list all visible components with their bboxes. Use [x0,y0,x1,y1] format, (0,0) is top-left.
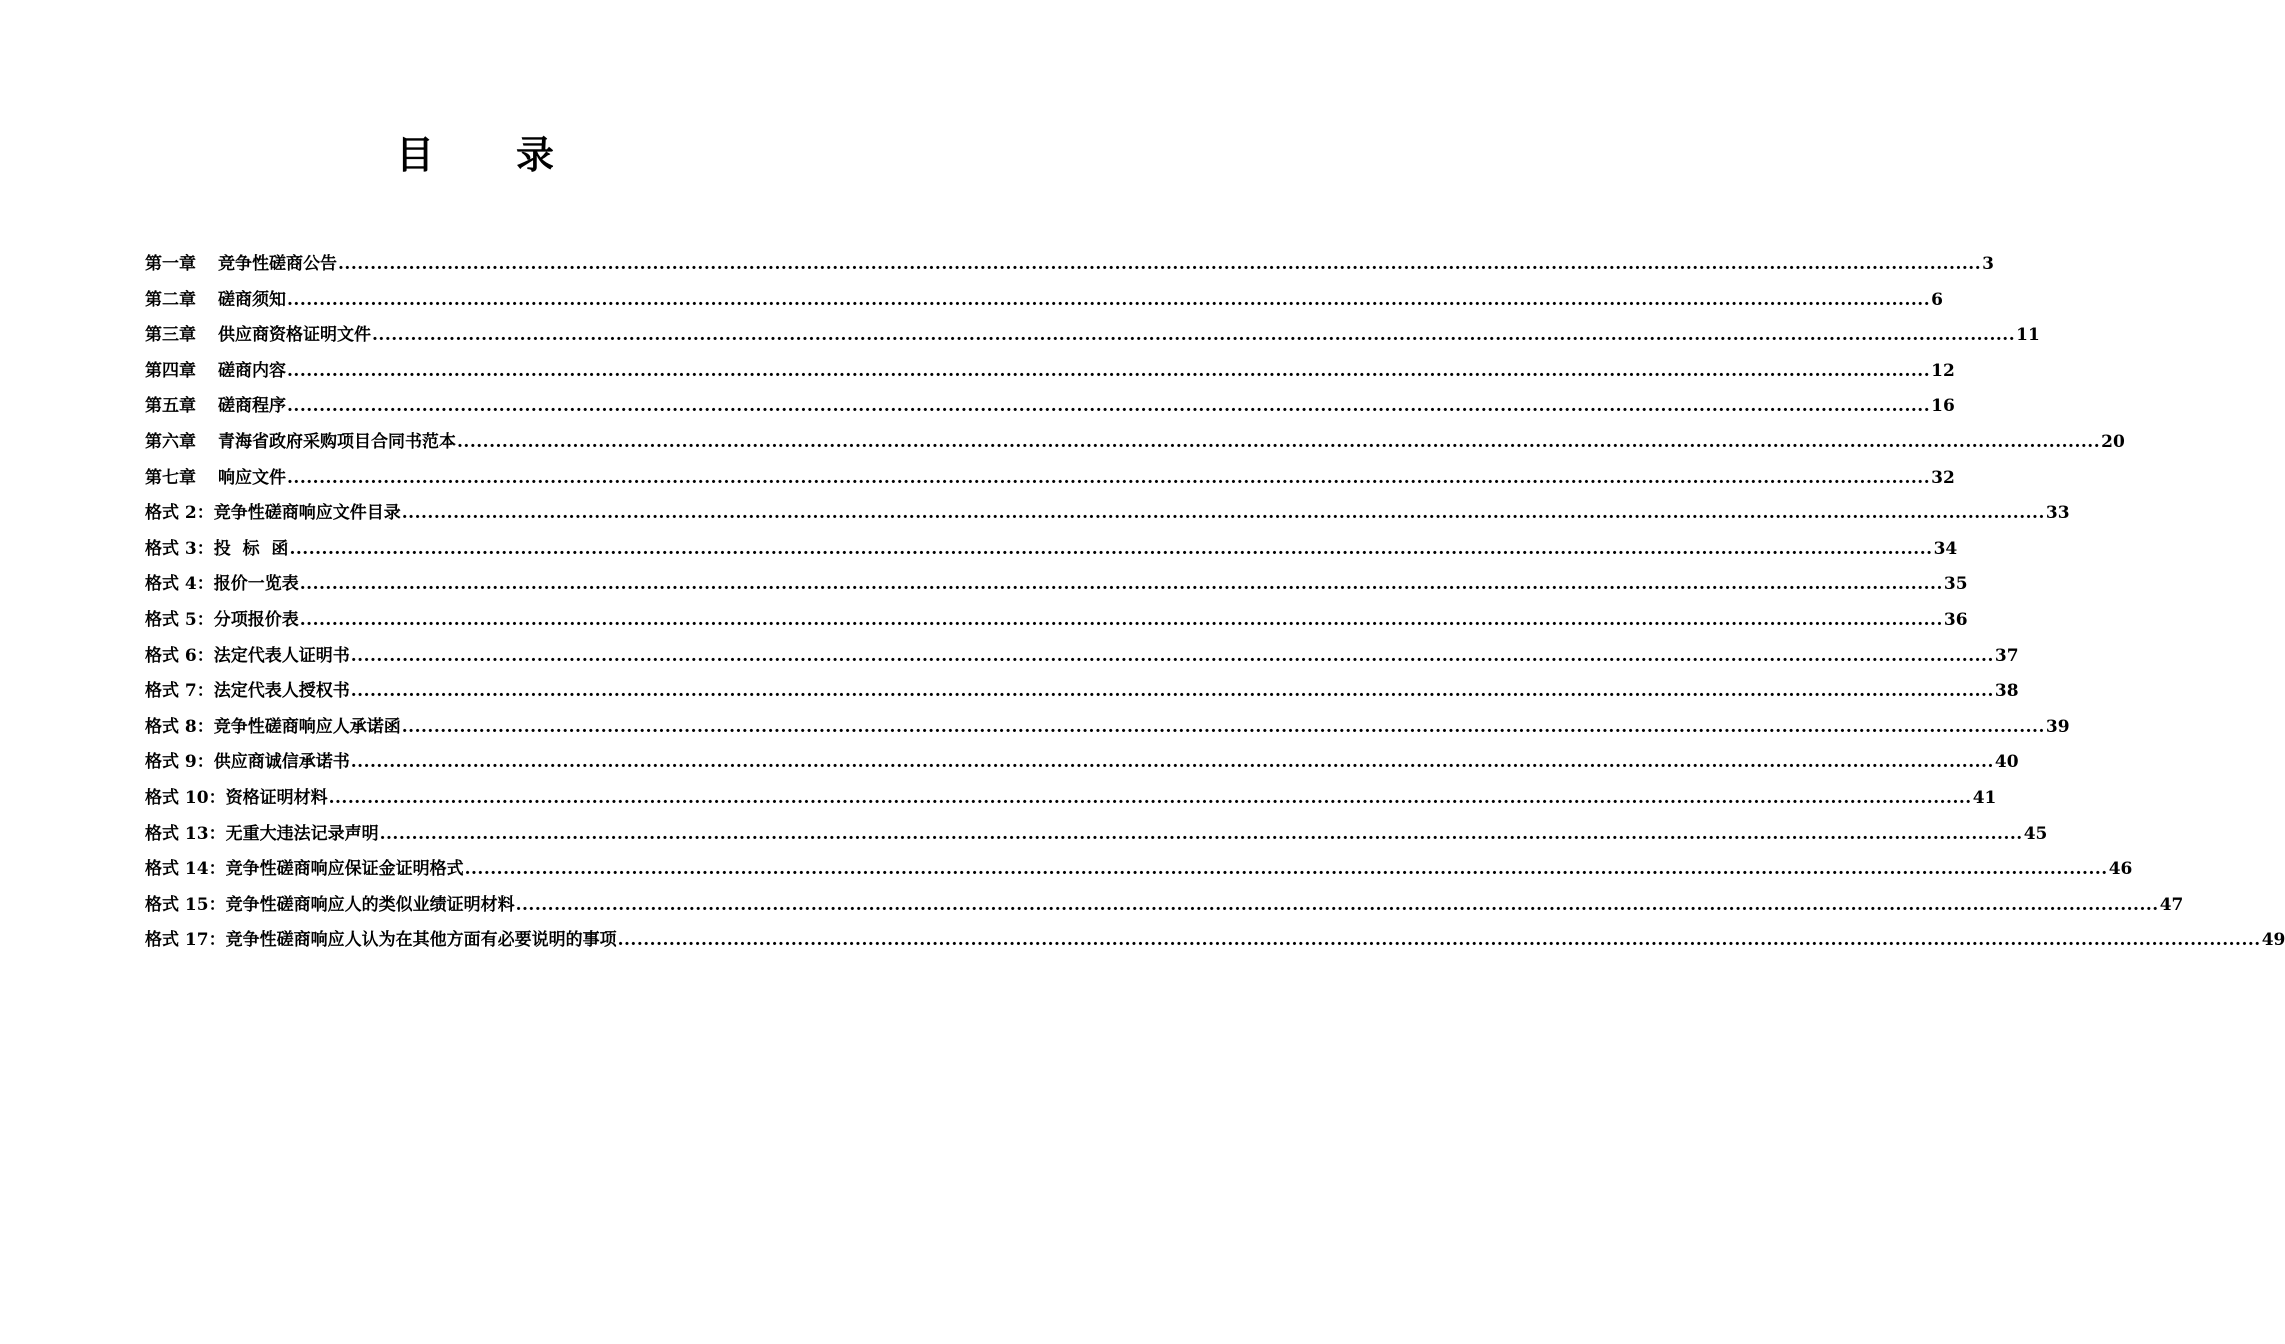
toc-entry-number: 格式 3： [145,538,214,559]
toc-leader-dots: ................................................................................................................................................................................................................................................................ [401,716,2045,737]
toc-entry-title: 磋商程序 [218,396,286,417]
toc-leader-dots: ................................................................................................................................................................................................................................................................ [401,503,2045,524]
toc-leader-dots: ................................................................................................................................................................................................................................................................ [379,823,2023,844]
toc-leader-dots: ................................................................................................................................................................................................................................................................ [287,396,1931,417]
toc-entry-label [145,781,328,817]
toc-entry-title: 分项报价表 [213,609,299,630]
toc-page-number: 6 [1931,289,1943,310]
toc-leader-dots: ................................................................................................................................................................................................................................................................ [338,254,1982,274]
toc-entry-title: 竞争性磋商响应文件目录 [213,503,401,524]
toc-entry-number: 格式 4： [145,574,214,595]
toc-entry-title: 竞争性磋商公告 [218,254,337,274]
toc-page-number: 46 [2108,859,2133,880]
toc-page-number: 3 [1982,254,1994,274]
toc-entry-title: 响应文件 [218,467,286,488]
toc-entry[interactable] [145,461,1955,497]
toc-entry-number: 格式 7： [145,681,214,702]
toc-page-number: 32 [1931,467,1955,488]
toc-leader-dots: ................................................................................................................................................................................................................................................................ [287,467,1931,488]
toc-entry-label [145,817,379,853]
toc-entry-title: 磋商内容 [218,360,286,381]
toc-page-number: 33 [2045,503,2070,524]
toc-entry-number: 格式 14： [145,859,226,880]
toc-entry-label [145,283,286,319]
toc-page-number: 47 [2159,894,2184,915]
toc-entry[interactable] [145,603,1968,639]
toc-entry-label [145,567,299,603]
toc-entry-number: 格式 5： [145,609,214,630]
toc-entry-title: 报价一览表 [213,574,299,595]
toc-entry[interactable] [145,389,1955,425]
toc-entry-number: 第六章 [145,431,196,452]
page-title [0,132,950,178]
toc-page-number: 37 [1994,645,2019,666]
toc-entry[interactable] [145,354,1955,390]
toc-leader-dots: ................................................................................................................................................................................................................................................................ [287,360,1931,381]
toc-entry-number: 第五章 [145,396,196,417]
toc-entry-title: 法定代表人证明书 [213,645,350,666]
toc-entry-label [145,745,350,781]
toc-leader-dots: ................................................................................................................................................................................................................................................................ [299,609,1943,630]
toc-entry-number: 第三章 [145,325,196,346]
toc-entry-label [145,318,371,354]
toc-entry[interactable] [145,674,2019,710]
toc-entry-title: 竞争性磋商响应保证金证明格式 [225,859,464,880]
title-char-right: 录 [516,132,555,177]
toc-entry-label [145,674,350,710]
toc-entry-number: 格式 2： [145,503,214,524]
table-of-contents [145,247,2285,959]
toc-entry[interactable] [145,425,2125,461]
toc-entry-title: 投 标 函 [213,538,289,559]
toc-entry-label [145,888,515,924]
toc-entry-label [145,532,288,568]
toc-entry[interactable] [145,888,2184,924]
toc-leader-dots: ................................................................................................................................................................................................................................................................ [457,431,2101,452]
toc-entry-number: 第四章 [145,360,196,381]
toc-page-number: 40 [1994,752,2019,773]
toc-entry[interactable] [145,496,2070,532]
toc-entry[interactable] [145,923,2285,959]
toc-entry[interactable] [145,639,2019,675]
toc-leader-dots: ................................................................................................................................................................................................................................................................ [350,681,1994,702]
toc-leader-dots: ................................................................................................................................................................................................................................................................ [299,574,1943,595]
toc-entry-number: 第七章 [145,467,196,488]
toc-entry-number: 格式 15： [145,894,226,915]
toc-entry-label [145,923,617,959]
toc-entry[interactable] [145,817,2048,853]
toc-entry-title: 供应商资格证明文件 [218,325,371,346]
toc-leader-dots: ................................................................................................................................................................................................................................................................ [287,289,1931,310]
toc-leader-dots: ................................................................................................................................................................................................................................................................ [464,859,2108,880]
toc-entry[interactable] [145,745,2019,781]
toc-entry-number: 第二章 [145,289,196,310]
toc-entry[interactable] [145,247,1994,283]
toc-leader-dots: ................................................................................................................................................................................................................................................................ [328,787,1972,808]
toc-entry[interactable] [145,567,1968,603]
toc-entry[interactable] [145,781,1997,817]
toc-entry-title: 竞争性磋商响应人认为在其他方面有必要说明的事项 [225,930,617,951]
toc-entry[interactable] [145,710,2070,746]
toc-entry-title: 供应商诚信承诺书 [213,752,350,773]
toc-entry-label [145,603,299,639]
toc-page-number: 20 [2101,431,2125,452]
toc-entry-number: 格式 9： [145,752,214,773]
toc-entry-number: 格式 17： [145,930,226,951]
toc-entry-label [145,354,286,390]
toc-entry[interactable] [145,283,1943,319]
toc-entry-number: 格式 10： [145,787,226,808]
toc-entry-title: 磋商须知 [218,289,286,310]
toc-entry-title: 法定代表人授权书 [213,681,350,702]
toc-page-number: 35 [1943,574,1968,595]
toc-page-number: 38 [1994,681,2019,702]
toc-entry-title: 资格证明材料 [225,787,328,808]
toc-entry-number: 格式 8： [145,716,214,737]
toc-entry-label [145,639,350,675]
toc-page-number: 49 [2261,930,2285,951]
toc-entry[interactable] [145,318,2040,354]
toc-entry-number: 第一章 [145,254,196,274]
toc-page-number: 34 [1933,538,1958,559]
toc-page-number: 45 [2023,823,2048,844]
toc-entry-label [145,425,456,461]
toc-leader-dots: ................................................................................................................................................................................................................................................................ [350,752,1994,773]
toc-entry-label [145,247,337,283]
toc-page-number: 41 [1972,787,1997,808]
toc-entry-label [145,496,401,532]
title-char-left: 目 [395,132,434,177]
toc-entry-title: 青海省政府采购项目合同书范本 [218,431,456,452]
toc-page-number: 36 [1943,609,1968,630]
toc-entry-label [145,852,464,888]
toc-entry-title: 无重大违法记录声明 [225,823,379,844]
toc-leader-dots: ................................................................................................................................................................................................................................................................ [515,894,2159,915]
toc-leader-dots: ................................................................................................................................................................................................................................................................ [617,930,2261,951]
toc-entry-title: 竞争性磋商响应人承诺函 [213,716,401,737]
toc-page-number: 16 [1931,396,1955,417]
toc-entry-number: 格式 6： [145,645,214,666]
toc-entry-label [145,389,286,425]
toc-leader-dots: ................................................................................................................................................................................................................................................................ [372,325,2016,346]
toc-entry-number: 格式 13： [145,823,226,844]
toc-entry-label [145,461,286,497]
toc-leader-dots: ................................................................................................................................................................................................................................................................ [350,645,1994,666]
toc-leader-dots: ................................................................................................................................................................................................................................................................ [289,538,1933,559]
toc-page-number: 12 [1931,360,1955,381]
toc-entry-label [145,710,401,746]
toc-page-number: 39 [2045,716,2070,737]
toc-entry-title: 竞争性磋商响应人的类似业绩证明材料 [225,894,515,915]
toc-page-number: 11 [2016,325,2040,346]
toc-entry[interactable] [145,852,2133,888]
toc-entry[interactable] [145,532,1958,568]
